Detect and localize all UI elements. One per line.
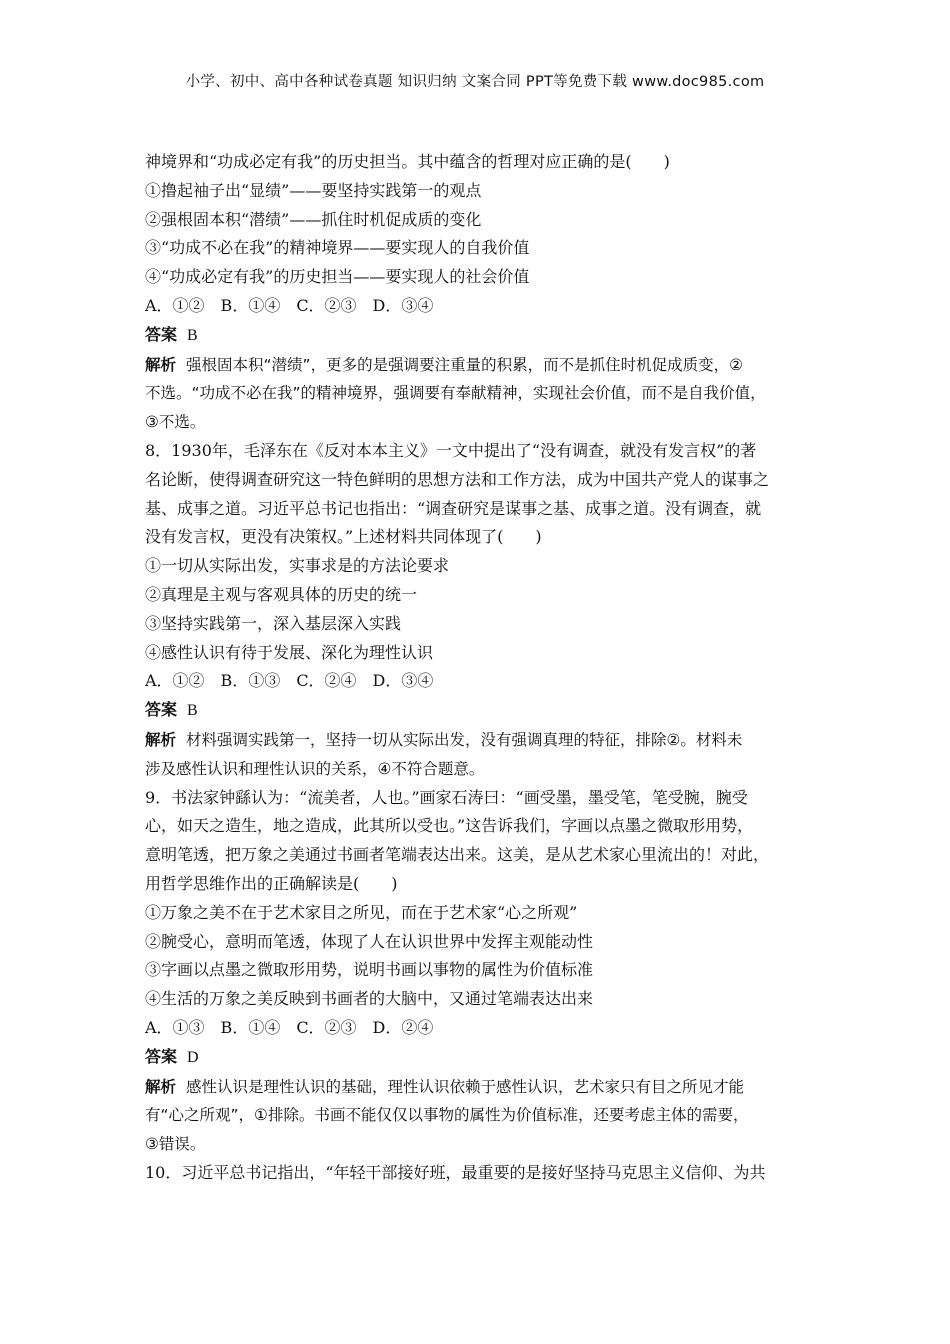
- q8-stem-line-1: 8．1930年，毛泽东在《反对本本主义》一文中提出了“没有调查，就没有发言权”的著: [145, 440, 757, 460]
- answer-label: 答案: [145, 1046, 178, 1066]
- q8-answer: [145, 696, 810, 726]
- explanation-text: 强根固本积“潜绩”，更多的是强调要注重量的积累，而不是抓住时机促成质变，②: [186, 355, 743, 374]
- explanation-text: 材料强调实践第一，坚持一切从实际出发，没有强调真理的特征，排除②。材料未: [186, 730, 743, 749]
- explanation-label: 解析: [145, 1077, 177, 1096]
- explanation-label: 解析: [145, 730, 177, 749]
- q9-explanation-line-1: [145, 1073, 810, 1102]
- q10-stem-line-1: 10．习近平总书记指出，“年轻干部接好班，最重要的是接好坚持马克思主义信仰、为共: [145, 1162, 766, 1182]
- document-body: [145, 148, 810, 1188]
- answer-label: 答案: [145, 324, 178, 344]
- q8-option-4: ④感性认识有待于发展、深化为理性认识: [145, 642, 434, 662]
- q9-option-1: ①万象之美不在于艺术家目之所见，而在于艺术家“心之所观”: [145, 902, 578, 922]
- q7-stem: 神境界和“功成必定有我”的历史担当。其中蕴含的哲理对应正确的是( ): [145, 152, 670, 171]
- q7-option-2: ②强根固本积“潜绩”——抓住时机促成质的变化: [145, 209, 482, 229]
- q9-option-3: ③字画以点墨之微取形用势，说明书画以事物的属性为价值标准: [145, 960, 594, 980]
- q9-option-4: ④生活的万象之美反映到书画者的大脑中，又通过笔端表达出来: [145, 989, 594, 1009]
- q9-choices: A．①③ B．①④ C．②③ D．②④: [145, 1017, 434, 1037]
- q8-option-1: ①一切从实际出发，实事求是的方法论要求: [145, 556, 450, 576]
- q7-answer: [145, 321, 810, 351]
- q9-option-2: ②腕受心，意明而笔透，体现了人在认识世界中发挥主观能动性: [145, 931, 594, 951]
- answer-value: D: [187, 1048, 199, 1066]
- q9-stem-line-2: 心，如天之造生，地之造成，此其所以受也。”这告诉我们，字画以点墨之微取形用势，: [145, 816, 754, 836]
- answer-value: B: [187, 702, 198, 720]
- explanation-text: 感性认识是理性认识的基础，理性认识依赖于感性认识，艺术家只有目之所见才能: [186, 1077, 745, 1096]
- q7-explanation-line-1: [145, 351, 810, 380]
- q8-stem-line-4: 没有发言权，更没有决策权。”上述材料共同体现了( ): [145, 527, 542, 547]
- q7-explanation-line-2: 不选。“功成不必在我”的精神境界，强调要有奉献精神，实现社会价值，而不是自我价值，: [145, 384, 766, 403]
- page-header: 小学、初中、高中各种试卷真题 知识归纳 文案合同 PPT等免费下载 www.doc985.com: [185, 74, 765, 90]
- q7-option-1: ①撸起袖子出“显绩”——要坚持实践第一的观点: [145, 180, 482, 200]
- q7-choices: A．①② B．①④ C．②③ D．③④: [145, 295, 434, 315]
- q9-stem-line-4: 用哲学思维作出的正确解读是( ): [145, 873, 398, 893]
- q7-option-3: ③“功成不必在我”的精神境界——要实现人的自我价值: [145, 238, 530, 258]
- q7-option-4: ④“功成必定有我”的历史担当——要实现人的社会价值: [145, 267, 530, 287]
- q9-explanation-line-3: ③错误。: [145, 1135, 206, 1154]
- answer-value: B: [187, 326, 198, 344]
- q8-stem-line-3: 基、成事之道。习近平总书记也指出：“调查研究是谋事之基、成事之道。没有调查，就: [145, 498, 762, 518]
- q7-explanation-line-3: ③不选。: [145, 413, 206, 432]
- q8-option-3: ③坚持实践第一，深入基层深入实践: [145, 613, 402, 633]
- q8-stem-line-2: 名论断，使得调查研究这一特色鲜明的思想方法和工作方法，成为中国共产党人的谋事之: [145, 469, 770, 489]
- q9-stem-line-3: 意明笔透，把万象之美通过书画者笔端表达出来。这美，是从艺术家心里流出的！对此，: [145, 845, 770, 865]
- q8-choices: A．①② B．①③ C．②④ D．③④: [145, 671, 434, 691]
- q9-answer: [145, 1043, 810, 1073]
- q8-explanation-line-2: 涉及感性认识和理性认识的关系，④不符合题意。: [145, 759, 485, 778]
- answer-label: 答案: [145, 700, 178, 720]
- q9-stem-line-1: 9．书法家钟繇认为：“流美者，人也。”画家石涛曰：“画受墨，墨受笔，笔受腕，腕受: [145, 787, 748, 807]
- q9-explanation-line-2: 有“心之所观”，①排除。书画不能仅仅以事物的属性为价值标准，还要考虑主体的需要，: [145, 1106, 749, 1125]
- q8-explanation-line-1: [145, 726, 810, 755]
- q8-option-2: ②真理是主观与客观具体的历史的统一: [145, 584, 418, 604]
- explanation-label: 解析: [145, 355, 177, 374]
